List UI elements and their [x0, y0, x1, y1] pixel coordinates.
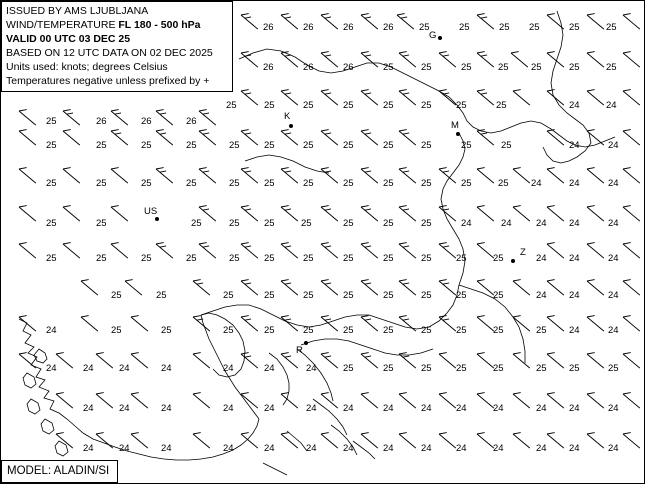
station-temperature: 25	[421, 100, 432, 111]
station-temperature: 25	[156, 290, 167, 301]
station-temperature: 25	[264, 218, 275, 229]
legend-line-issued-by: ISSUED BY AMS LJUBLJANA	[6, 5, 149, 17]
station-temperature: 25	[493, 290, 504, 301]
station-temperature: 25	[223, 290, 234, 301]
station-temperature: 24	[161, 363, 172, 374]
station-temperature: 24	[264, 363, 275, 374]
station-temperature: 25	[96, 140, 107, 151]
station-temperature: 24	[46, 363, 57, 374]
station-temperature: 25	[383, 178, 394, 189]
station-temperature: 24	[223, 443, 234, 454]
station-temperature: 24	[608, 178, 619, 189]
station-temperature: 24	[421, 403, 432, 414]
station-temperature: 25	[141, 253, 152, 264]
station-temperature: 25	[493, 325, 504, 336]
station-temperature: 24	[608, 403, 619, 414]
chart-legend-box	[1, 1, 233, 92]
station-temperature: 25	[501, 140, 512, 151]
station-temperature: 24	[223, 403, 234, 414]
station-temperature: 24	[161, 443, 172, 454]
station-temperature: 25	[343, 290, 354, 301]
station-temperature: 25	[141, 140, 152, 151]
station-temperature: 24	[536, 403, 547, 414]
station-temperature: 26	[141, 116, 152, 127]
station-temperature: 24	[119, 443, 130, 454]
station-temperature: 24	[569, 140, 580, 151]
station-temperature: 25	[493, 363, 504, 374]
station-temperature: 26	[303, 22, 314, 33]
station-temperature: 25	[264, 325, 275, 336]
city-label: M	[451, 120, 459, 131]
station-temperature: 25	[459, 22, 470, 33]
station-temperature: 25	[303, 100, 314, 111]
station-temperature: 25	[608, 363, 619, 374]
station-temperature: 25	[111, 325, 122, 336]
station-temperature: 25	[46, 140, 57, 151]
city-label: R	[296, 345, 303, 356]
station-temperature: 24	[536, 218, 547, 229]
station-temperature: 24	[536, 253, 547, 264]
station-temperature: 25	[421, 290, 432, 301]
station-temperature: 24	[264, 443, 275, 454]
station-temperature: 25	[383, 218, 394, 229]
station-temperature: 25	[461, 62, 472, 73]
station-temperature: 24	[421, 443, 432, 454]
station-temperature: 25	[536, 363, 547, 374]
station-temperature: 25	[421, 363, 432, 374]
station-temperature: 25	[421, 178, 432, 189]
station-temperature: 25	[229, 218, 240, 229]
station-temperature: 24	[569, 403, 580, 414]
station-temperature: 25	[456, 325, 467, 336]
station-temperature: 26	[263, 22, 274, 33]
station-temperature: 25	[383, 100, 394, 111]
station-temperature: 24	[501, 218, 512, 229]
station-temperature: 25	[569, 22, 580, 33]
station-temperature: 25	[569, 62, 580, 73]
city-dot	[304, 341, 308, 345]
station-temperature: 24	[569, 100, 580, 111]
station-temperature: 25	[96, 218, 107, 229]
station-temperature: 26	[343, 22, 354, 33]
station-temperature: 25	[141, 178, 152, 189]
station-temperature: 25	[46, 218, 57, 229]
city-label: G	[429, 30, 437, 41]
station-temperature: 24	[608, 140, 619, 151]
station-temperature: 24	[569, 290, 580, 301]
legend-parameter-level: FL 180 - 500 hPa	[118, 19, 201, 31]
station-temperature: 25	[606, 22, 617, 33]
station-temperature: 25	[191, 218, 202, 229]
station-temperature: 25	[161, 325, 172, 336]
station-temperature: 25	[461, 178, 472, 189]
station-temperature: 25	[421, 62, 432, 73]
city-label: Z	[520, 247, 526, 258]
station-temperature: 26	[96, 116, 107, 127]
station-temperature: 25	[421, 325, 432, 336]
station-temperature: 25	[343, 140, 354, 151]
legend-line-units: Units used: knots; degrees Celsius	[6, 61, 168, 73]
station-temperature: 24	[536, 290, 547, 301]
station-temperature: 25	[456, 100, 467, 111]
station-temperature: 24	[456, 403, 467, 414]
station-temperature: 25	[111, 290, 122, 301]
station-temperature: 24	[119, 363, 130, 374]
station-temperature: 24	[569, 325, 580, 336]
station-temperature: 25	[456, 363, 467, 374]
station-temperature: 24	[569, 218, 580, 229]
legend-line-parameter	[6, 18, 227, 32]
station-temperature: 25	[421, 253, 432, 264]
city-dot	[155, 217, 159, 221]
station-temperature: 25	[493, 253, 504, 264]
station-temperature: 25	[301, 218, 312, 229]
station-temperature: 24	[569, 443, 580, 454]
station-temperature: 25	[186, 178, 197, 189]
station-temperature: 25	[383, 140, 394, 151]
station-temperature: 24	[83, 443, 94, 454]
station-temperature: 24	[606, 100, 617, 111]
station-temperature: 25	[529, 22, 540, 33]
station-temperature: 24	[536, 443, 547, 454]
station-temperature: 25	[569, 363, 580, 374]
station-temperature: 25	[303, 325, 314, 336]
station-temperature: 24	[343, 443, 354, 454]
station-temperature: 25	[383, 62, 394, 73]
station-temperature: 24	[569, 178, 580, 189]
station-temperature: 24	[608, 218, 619, 229]
station-temperature: 25	[343, 178, 354, 189]
station-temperature: 25	[383, 363, 394, 374]
station-temperature: 24	[264, 403, 275, 414]
station-temperature: 25	[456, 290, 467, 301]
station-temperature: 25	[383, 325, 394, 336]
station-temperature: 25	[343, 363, 354, 374]
station-temperature: 25	[264, 140, 275, 151]
station-temperature: 25	[264, 253, 275, 264]
station-temperature: 25	[96, 178, 107, 189]
station-temperature: 25	[46, 178, 57, 189]
station-temperature: 25	[606, 62, 617, 73]
station-temperature: 26	[383, 22, 394, 33]
station-temperature: 25	[46, 116, 57, 127]
station-temperature: 25	[456, 253, 467, 264]
station-temperature: 25	[536, 325, 547, 336]
station-temperature: 25	[229, 253, 240, 264]
station-temperature: 24	[531, 178, 542, 189]
station-temperature: 25	[383, 253, 394, 264]
station-temperature: 25	[186, 140, 197, 151]
station-temperature: 26	[263, 62, 274, 73]
station-temperature: 25	[498, 62, 509, 73]
station-temperature: 24	[569, 253, 580, 264]
city-dot	[511, 259, 515, 263]
station-temperature: 25	[383, 290, 394, 301]
station-temperature: 25	[303, 178, 314, 189]
station-temperature: 24	[493, 403, 504, 414]
station-temperature: 25	[303, 140, 314, 151]
station-temperature: 24	[456, 443, 467, 454]
station-temperature: 24	[461, 218, 472, 229]
station-temperature: 25	[498, 178, 509, 189]
station-temperature: 25	[343, 253, 354, 264]
station-temperature: 25	[419, 22, 430, 33]
station-temperature: 26	[303, 62, 314, 73]
station-temperature: 24	[83, 403, 94, 414]
station-temperature: 24	[343, 403, 354, 414]
station-temperature: 25	[264, 290, 275, 301]
legend-parameter-head: WIND/TEMPERATURE	[6, 19, 119, 31]
station-temperature: 24	[161, 403, 172, 414]
station-temperature: 25	[46, 253, 57, 264]
legend-line-based-on: BASED ON 12 UTC DATA ON 02 DEC 2025	[6, 47, 213, 59]
station-temperature: 24	[223, 363, 234, 374]
station-temperature: 25	[223, 325, 234, 336]
station-temperature: 24	[306, 443, 317, 454]
station-temperature: 26	[186, 116, 197, 127]
city-dot	[456, 132, 460, 136]
station-temperature: 24	[608, 443, 619, 454]
city-dot	[289, 124, 293, 128]
station-temperature: 25	[303, 290, 314, 301]
station-temperature: 25	[499, 22, 510, 33]
station-temperature: 25	[343, 218, 354, 229]
station-temperature: 25	[343, 325, 354, 336]
legend-line-valid: VALID 00 UTC 03 DEC 25	[6, 33, 131, 45]
legend-line-temp-note: Temperatures negative unless prefixed by +	[6, 75, 210, 87]
station-temperature: 25	[461, 140, 472, 151]
station-temperature: 25	[303, 253, 314, 264]
station-temperature: 24	[306, 403, 317, 414]
model-label-box	[1, 460, 118, 483]
station-temperature: 24	[83, 363, 94, 374]
station-temperature: 25	[343, 100, 354, 111]
station-temperature: 24	[306, 363, 317, 374]
station-temperature: 25	[264, 100, 275, 111]
station-temperature: 24	[119, 403, 130, 414]
city-label: US	[144, 206, 158, 217]
station-temperature: 24	[608, 325, 619, 336]
station-temperature: 25	[531, 62, 542, 73]
station-temperature: 25	[496, 100, 507, 111]
station-temperature: 24	[608, 253, 619, 264]
station-temperature: 24	[493, 443, 504, 454]
station-temperature: 25	[226, 100, 237, 111]
station-temperature: 25	[229, 140, 240, 151]
station-temperature: 25	[186, 253, 197, 264]
station-temperature: 25	[421, 140, 432, 151]
model-label: MODEL: ALADIN/SI	[7, 465, 110, 477]
station-temperature: 25	[264, 178, 275, 189]
station-temperature: 25	[229, 178, 240, 189]
station-temperature: 25	[96, 253, 107, 264]
station-temperature: 26	[343, 62, 354, 73]
city-dot	[438, 36, 442, 40]
station-temperature: 24	[608, 290, 619, 301]
city-label: K	[284, 111, 291, 122]
station-temperature: 24	[383, 403, 394, 414]
station-temperature: 24	[46, 325, 57, 336]
station-temperature: 24	[383, 443, 394, 454]
station-temperature: 25	[421, 218, 432, 229]
